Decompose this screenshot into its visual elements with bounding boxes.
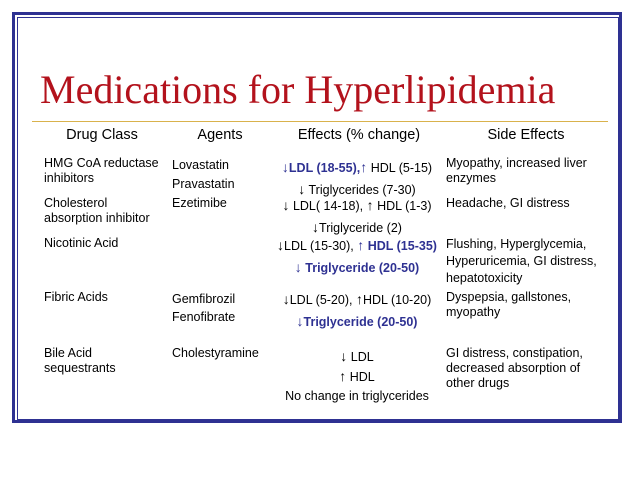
effects-cell: ↓ LDL( 14-18), ↑ HDL (1-3) ↓Triglyceride (2) (282, 197, 432, 235)
side-effects-cell: Dyspepsia, gallstones, myopathy (446, 290, 572, 319)
header-side-effects: Side Effects (487, 127, 565, 143)
header-drug-class: Drug Class (66, 127, 138, 143)
agents-cell: Ezetimibe (172, 196, 227, 210)
down-arrow-icon: ↓ (296, 313, 304, 329)
down-arrow-icon: ↓ (312, 219, 320, 235)
down-arrow-icon: ↓ (298, 181, 306, 197)
agents-cell: Gemfibrozil Fenofibrate (172, 292, 236, 324)
drug-class-cell: Nicotinic Acid (44, 236, 119, 250)
up-arrow-icon: ↑ (360, 159, 368, 175)
up-arrow-icon: ↑ (357, 237, 365, 253)
agents-cell: Lovastatin Pravastatin (172, 158, 235, 191)
header-agents: Agents (197, 127, 243, 143)
down-arrow-icon: ↓ (282, 197, 290, 213)
effects-cell: ↓ LDL ↑ HDL No change in triglycerides (285, 348, 429, 403)
title-divider (32, 121, 608, 122)
down-arrow-icon: ↓ (281, 159, 289, 175)
side-effects-cell: Headache, GI distress (446, 196, 570, 210)
up-arrow-icon: ↑ (339, 368, 347, 384)
down-arrow-icon: ↓ (294, 259, 302, 275)
up-arrow-icon: ↑ (355, 291, 363, 307)
down-arrow-icon: ↓ (340, 348, 348, 364)
side-effects-cell: Flushing, Hyperglycemia, Hyperuricemia, GI distress, hepatotoxicity (446, 237, 597, 285)
agents-cell: Cholestyramine (172, 346, 259, 360)
drug-class-cell: HMG CoA reductase inhibitors (44, 156, 159, 185)
up-arrow-icon: ↑ (366, 197, 374, 213)
drug-class-cell: Bile Acid sequestrants (44, 346, 116, 375)
side-effects-cell: GI distress, constipation, decreased absorption of other drugs (446, 346, 583, 390)
slide-title: Medications for Hyperlipidemia (40, 67, 556, 112)
effects-cell: ↓LDL (5-20), ↑HDL (10-20) ↓Triglyceride (20-50) (282, 291, 432, 329)
side-effects-cell: Myopathy, increased liver enzymes (446, 156, 587, 185)
effects-cell: ↓LDL (15-30), ↑ HDL (15-35) ↓ Triglyceride (20-50) (277, 237, 437, 275)
drug-class-cell: Cholesterol absorption inhibitor (44, 196, 150, 225)
drug-class-cell: Fibric Acids (44, 290, 108, 304)
down-arrow-icon: ↓ (277, 237, 285, 253)
effects-cell: ↓LDL (18-55),↑ HDL (5-15) ↓ Triglycerides (7-30) (281, 159, 433, 197)
header-effects: Effects (% change) (297, 127, 421, 143)
down-arrow-icon: ↓ (282, 291, 290, 307)
